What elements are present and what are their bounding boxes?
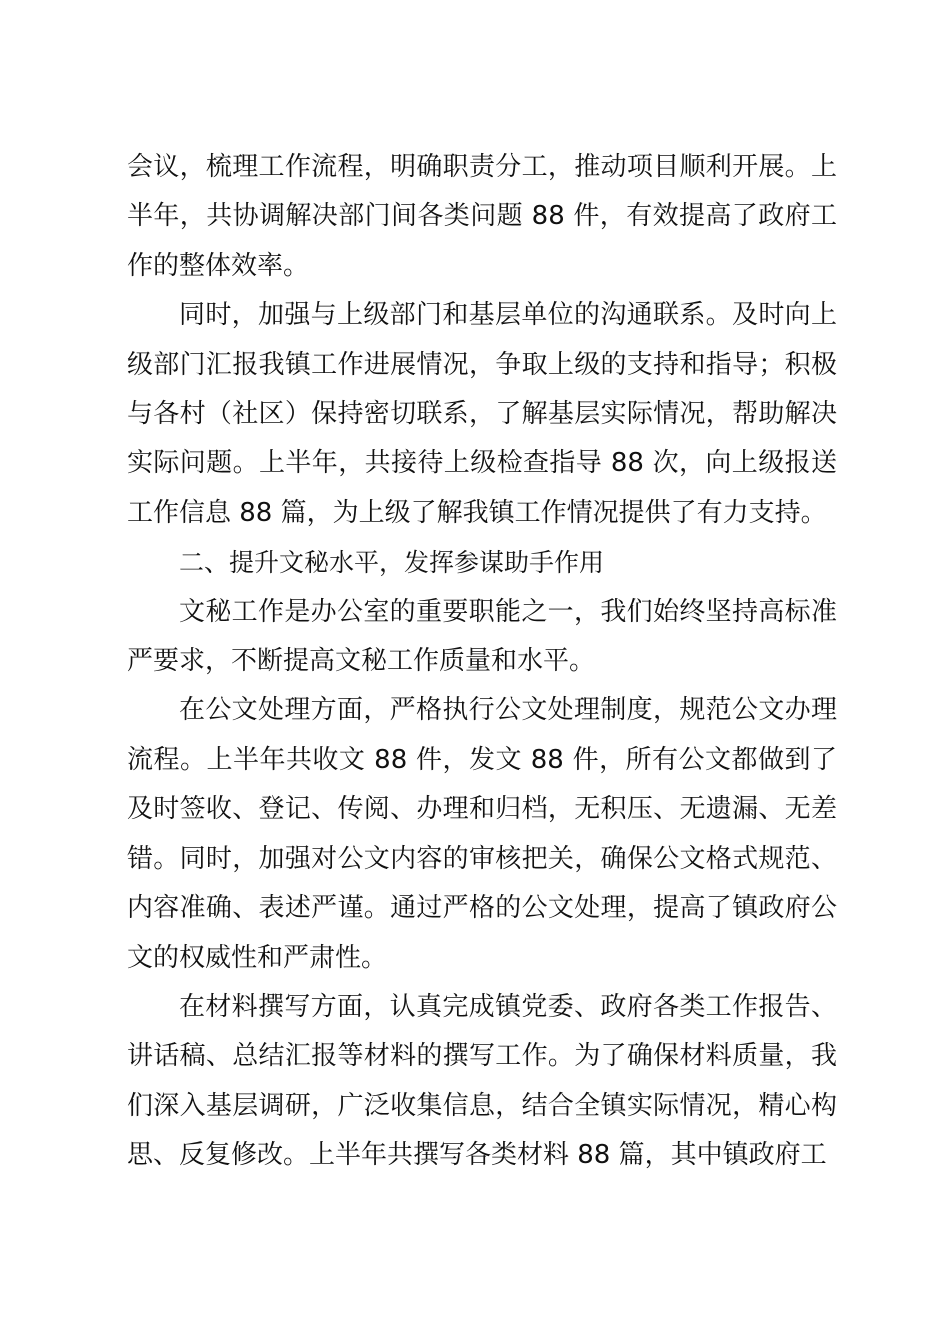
section-heading: 二、提升文秘水平，发挥参谋助手作用 [179,548,605,578]
paragraph-material-writing: 在材料撰写方面，认真完成镇党委、政府各类工作报告、讲话稿、总结汇报等材料的撰写工作。为了确保材料质量，我们深入基层调研，广泛收集信息，结合全镇实际情况，精心构思、反复修改。上半年共撰写各类材料 88 篇，其中镇政府工 [127,991,837,1171]
paragraph-continuation: 会议，梳理工作流程，明确职责分工，推动项目顺利开展。上半年，共协调解决部门间各类问题 88 件，有效提高了政府工作的整体效率。 [127,152,837,281]
paragraph-communication: 同时，加强与上级部门和基层单位的沟通联系。及时向上级部门汇报我镇工作进展情况，争取上级的支持和指导；积极与各村（社区）保持密切联系，了解基层实际情况，帮助解决实际问题。上半年，共接待上级检查指导 88 次，向上级报送工作信息 88 篇，为上级了解我镇工作情况提供了有力支持。 [127,300,837,528]
paragraph-document-processing: 在公文处理方面，严格执行公文处理制度，规范公文办理流程。上半年共收文 88 件，发文 88 件，所有公文都做到了及时签收、登记、传阅、办理和归档，无积压、无遗漏、无差错。同时，加强对公文内容的审核把关，确保公文格式规范、内容准确、表述严谨。通过严格的公文处理，提高了镇政府公文的权威性和严肃性。 [127,695,837,973]
paragraph-secretarial-intro: 文秘工作是办公室的重要职能之一，我们始终坚持高标准严要求，不断提高文秘工作质量和水平。 [127,596,837,677]
document-body [127,143,837,1181]
